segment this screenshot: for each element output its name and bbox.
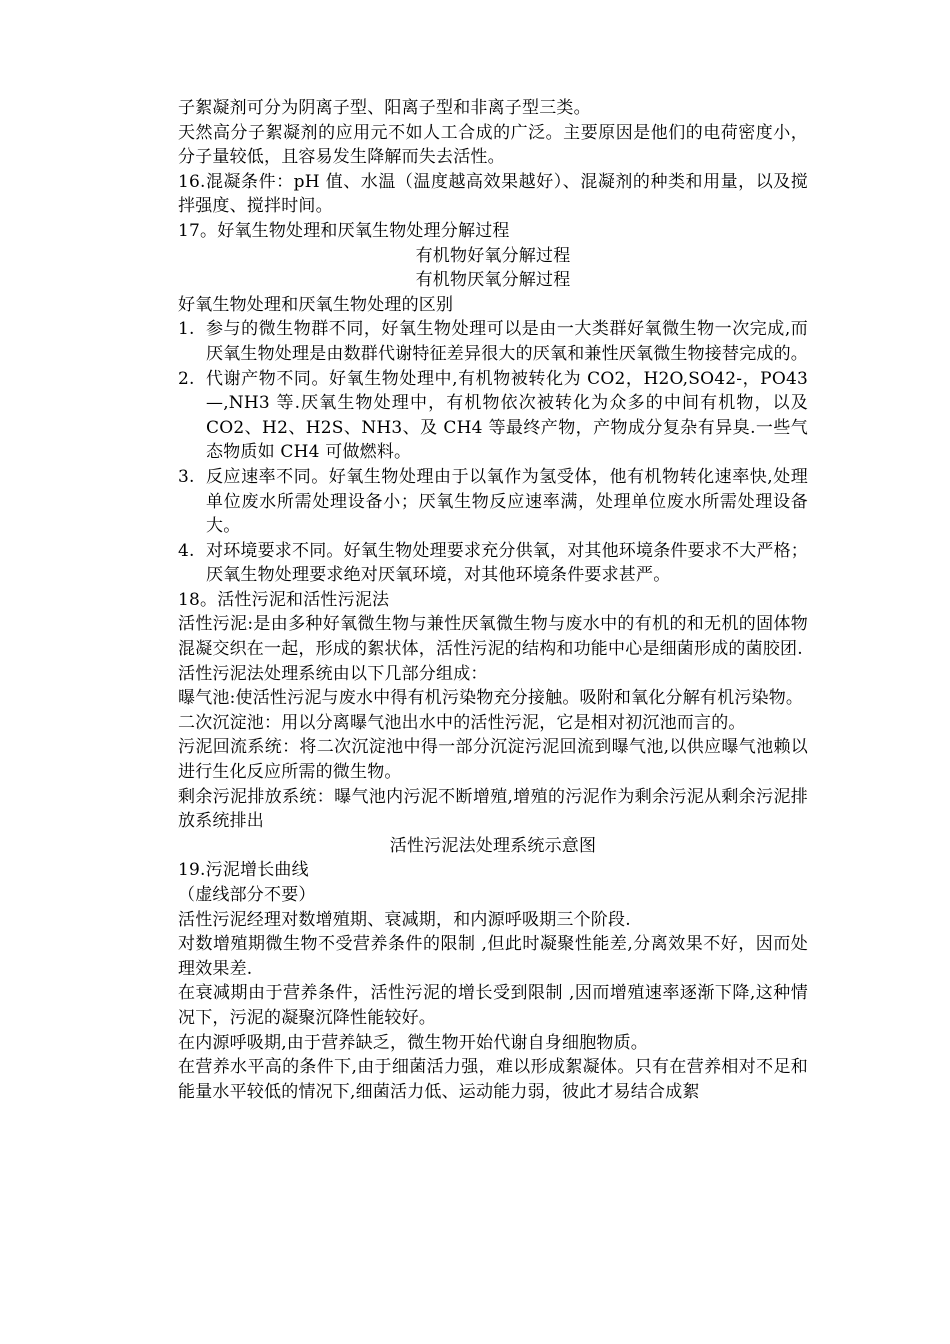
list-item-number: 3. bbox=[178, 466, 195, 487]
heading-section-19: 19.污泥增长曲线 bbox=[178, 860, 309, 881]
paragraph-sludge-return: 污泥回流系统：将二次沉淀池中得一部分沉淀污泥回流到曝气池,以供应曝气池赖以进行生化反应所需的微生物。 bbox=[178, 737, 808, 783]
paragraph-natural-flocculant: 天然高分子絮凝剂的应用元不如人工合成的广泛。主要原因是他们的电荷密度小，分子量较低，且容易发生降解而失去活性。 bbox=[178, 122, 808, 168]
list-item-number: 4. bbox=[178, 540, 195, 561]
paragraph-aeration-tank: 曝气池:使活性污泥与废水中得有机污染物充分接触。吸附和氧化分解有机污染物。 bbox=[178, 688, 804, 709]
list-item-number: 1. bbox=[178, 319, 195, 340]
heading-section-18: 18。活性污泥和活性污泥法 bbox=[178, 589, 390, 610]
paragraph-log-phase: 对数增殖期微生物不受营养条件的限制 ,但此时凝聚性能差,分离效果不好，因而处理效果差. bbox=[178, 934, 808, 979]
differences-list bbox=[178, 317, 808, 588]
caption-aerobic-decomposition: 有机物好氧分解过程 bbox=[415, 245, 571, 266]
paragraph-growth-phases: 活性污泥经理对数增殖期、衰减期，和内源呼吸期三个阶段. bbox=[178, 909, 631, 930]
list-item-text: 反应速率不同。好氧生物处理由于以氧作为氢受体，他有机物转化速率快,处理单位废水所需处理设备小；厌氧生物反应速率满，处理单位废水所需处理设备大。 bbox=[206, 466, 808, 537]
list-item bbox=[178, 317, 808, 366]
list-item-text: 参与的微生物群不同，好氧生物处理可以是由一大类群好氧微生物一次完成,而厌氧生物处理是由数群代谢特征差异很大的厌氧和兼性厌氧微生物接替完成的。 bbox=[206, 319, 808, 364]
document-body bbox=[178, 96, 808, 1104]
paragraph-dashed-note: （虚线部分不要） bbox=[178, 885, 316, 905]
list-item bbox=[178, 539, 808, 588]
list-item-text: 代谢产物不同。好氧生物处理中,有机物被转化为 CO2，H2O,SO42-，PO43—,NH3 等.厌氧生物处理中，有机物依次被转化为众多的中间有机物，以及 CO2、H2、H2S、NH3、及 CH4 等最终产物，产物成分复杂有异臭.一些气态物质如 CH4 可做燃料。 bbox=[206, 368, 808, 463]
paragraph-secondary-clarifier: 二次沉淀池：用以分离曝气池出水中的活性污泥，它是相对初沉池而言的。 bbox=[178, 712, 746, 733]
paragraph-differences-title: 好氧生物处理和厌氧生物处理的区别 bbox=[178, 294, 454, 315]
list-item bbox=[178, 367, 808, 465]
paragraph-excess-sludge: 剩余污泥排放系统：曝气池内污泥不断增殖,增殖的污泥作为剩余污泥从剩余污泥排放系统排出 bbox=[178, 786, 808, 832]
caption-system-diagram: 活性污泥法处理系统示意图 bbox=[389, 835, 597, 856]
caption-anaerobic-decomposition: 有机物厌氧分解过程 bbox=[415, 270, 571, 291]
paragraph-system-components: 活性污泥法处理系统由以下几部分组成： bbox=[178, 663, 488, 684]
paragraph-nutrient-level: 在营养水平高的条件下,由于细菌活力强，难以形成絮凝体。只有在营养相对不足和能量水平较低的情况下,细菌活力低、运动能力弱，彼此才易结合成絮 bbox=[178, 1057, 808, 1102]
paragraph-coagulation-conditions: 16.混凝条件：pH 值、水温（温度越高效果越好）、混凝剂的种类和用量，以及搅拌强度、搅拌时间。 bbox=[178, 171, 808, 217]
paragraph-flocculant-types: 子絮凝剂可分为阴离子型、阳离子型和非离子型三类。 bbox=[178, 98, 591, 118]
heading-section-17: 17。好氧生物处理和厌氧生物处理分解过程 bbox=[178, 220, 510, 241]
paragraph-activated-sludge-definition: 活性污泥:是由多种好氧微生物与兼性厌氧微生物与废水中的有机的和无机的固体物混凝交织在一起，形成的絮状体，活性污泥的结构和功能中心是细菌形成的菌胶团. bbox=[178, 614, 808, 660]
list-item-text: 对环境要求不同。好氧生物处理要求充分供氧，对其他环境条件要求不大严格；厌氧生物处理要求绝对厌氧环境，对其他环境条件要求甚严。 bbox=[206, 540, 808, 586]
paragraph-decline-phase: 在衰减期由于营养条件，活性污泥的增长受到限制 ,因而增殖速率逐渐下降,这种情况下，污泥的凝聚沉降性能较好。 bbox=[178, 983, 808, 1028]
list-item-number: 2. bbox=[178, 368, 195, 389]
paragraph-endogenous-phase: 在内源呼吸期,由于营养缺乏，微生物开始代谢自身细胞物质。 bbox=[178, 1032, 649, 1053]
list-item bbox=[178, 465, 808, 539]
